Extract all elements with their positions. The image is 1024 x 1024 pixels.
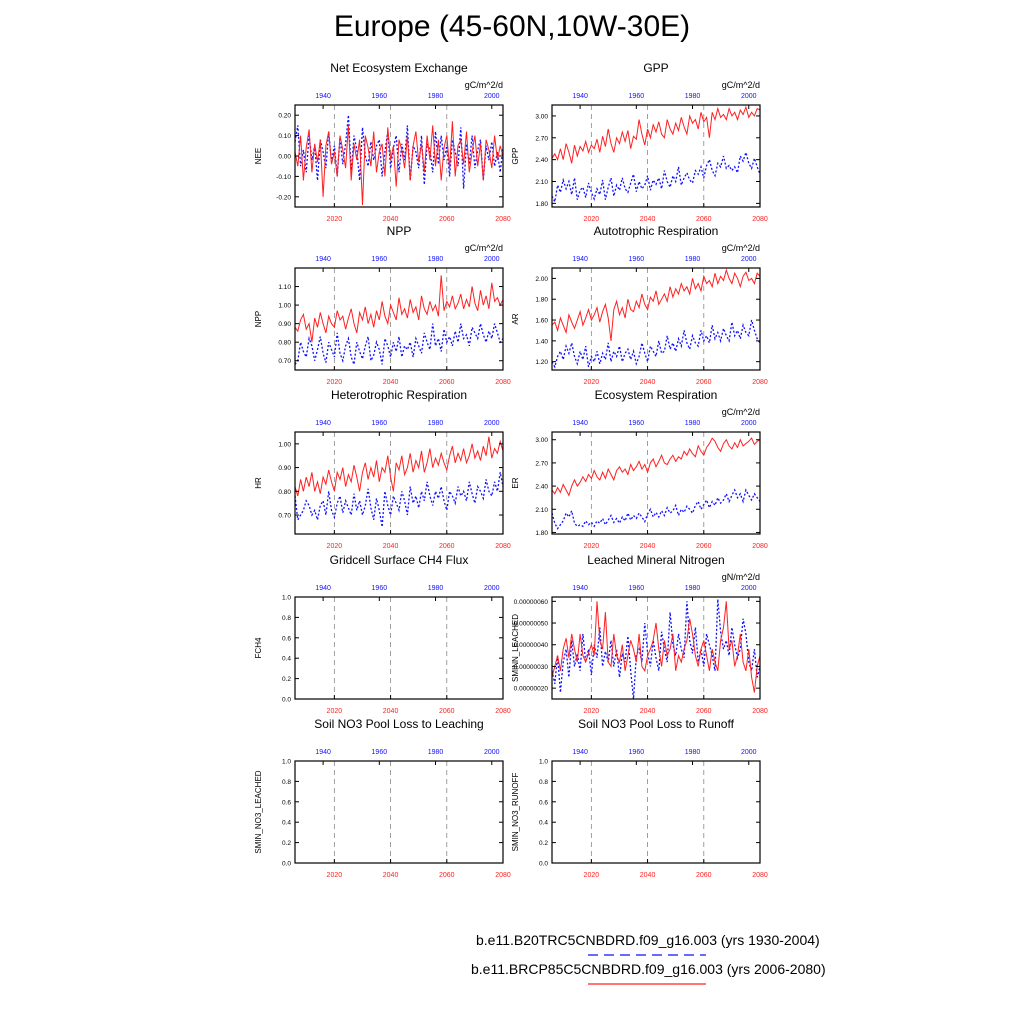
panel-2 bbox=[511, 61, 768, 223]
y-tick-label: 0.80 bbox=[278, 339, 291, 347]
x-tick-label-bottom: 2060 bbox=[695, 543, 712, 550]
y-axis-label: NEE bbox=[254, 147, 263, 165]
y-tick-label: 2.10 bbox=[535, 179, 548, 186]
x-tick-label-top: 2000 bbox=[483, 749, 500, 756]
x-tick-label-bottom: 2060 bbox=[695, 708, 712, 715]
panel-10 bbox=[511, 717, 768, 879]
y-tick-label: 1.80 bbox=[535, 200, 548, 208]
units-label: gC/m^2/d bbox=[464, 80, 503, 90]
y-tick-label: 0.8 bbox=[281, 778, 291, 786]
x-tick-label-top: 1960 bbox=[371, 93, 388, 100]
legend-label-historical: b.e11.B20TRC5CNBDRD.f09_g16.003 (yrs 1930-2004) bbox=[476, 932, 820, 948]
x-tick-label-top: 1960 bbox=[628, 420, 645, 427]
x-tick-label-top: 1940 bbox=[572, 256, 588, 263]
x-tick-label-top: 2000 bbox=[483, 256, 500, 263]
panel-9 bbox=[254, 717, 511, 879]
x-tick-label-bottom: 2060 bbox=[438, 708, 455, 715]
y-axis-label: GPP bbox=[511, 147, 520, 165]
panel-title: NPP bbox=[386, 224, 412, 238]
x-tick-label-bottom: 2040 bbox=[382, 216, 399, 223]
plot-frame bbox=[552, 432, 760, 534]
y-tick-label: 0.2 bbox=[281, 676, 291, 684]
x-tick-label-bottom: 2080 bbox=[752, 379, 768, 386]
figure-title: Europe (45-60N,10W-30E) bbox=[333, 10, 691, 43]
units-label: gC/m^2/d bbox=[721, 407, 760, 417]
x-tick-label-bottom: 2080 bbox=[495, 379, 511, 386]
y-tick-label: 1.20 bbox=[535, 359, 548, 367]
y-tick-label: 1.0 bbox=[281, 758, 291, 766]
x-tick-label-top: 1960 bbox=[371, 256, 388, 263]
panel-1 bbox=[254, 61, 511, 223]
plot-frame bbox=[295, 761, 503, 863]
x-tick-label-bottom: 2060 bbox=[695, 216, 712, 223]
units-label: gC/m^2/d bbox=[721, 80, 760, 90]
y-tick-label: 1.80 bbox=[535, 296, 548, 304]
x-tick-label-bottom: 2060 bbox=[438, 543, 455, 550]
future-series-line bbox=[295, 121, 503, 205]
panel-title: Leached Mineral Nitrogen bbox=[587, 553, 725, 567]
x-tick-label-bottom: 2080 bbox=[495, 872, 511, 879]
x-tick-label-top: 1980 bbox=[427, 585, 444, 592]
x-tick-label-bottom: 2020 bbox=[326, 379, 343, 386]
y-tick-label: 2.00 bbox=[535, 275, 548, 283]
x-tick-label-bottom: 2020 bbox=[583, 543, 600, 550]
y-tick-label: -0.20 bbox=[276, 194, 291, 202]
x-tick-label-top: 1960 bbox=[628, 749, 645, 756]
y-tick-label: 1.80 bbox=[535, 529, 548, 537]
x-tick-label-top: 1960 bbox=[628, 585, 645, 592]
x-tick-label-top: 1940 bbox=[572, 749, 588, 756]
y-axis-label: SMIN_NO3_LEACHED bbox=[254, 770, 263, 854]
x-tick-label-bottom: 2080 bbox=[752, 543, 768, 550]
y-tick-label: 0.6 bbox=[538, 799, 548, 807]
panel-title: Soil NO3 Pool Loss to Leaching bbox=[314, 717, 484, 731]
x-tick-label-bottom: 2020 bbox=[326, 708, 343, 715]
y-tick-label: 0.4 bbox=[538, 819, 548, 827]
y-tick-label: 0.6 bbox=[281, 799, 291, 807]
x-tick-label-top: 2000 bbox=[483, 585, 500, 592]
panel-5 bbox=[254, 388, 511, 550]
panel-3 bbox=[254, 224, 511, 386]
y-tick-label: 0.6 bbox=[281, 635, 291, 643]
y-tick-label: 1.00 bbox=[278, 441, 291, 449]
panel-7 bbox=[254, 553, 511, 715]
x-tick-label-top: 1940 bbox=[315, 256, 331, 263]
y-tick-label: 0.00 bbox=[278, 153, 291, 161]
y-tick-label: 0.00000040 bbox=[513, 642, 548, 650]
x-tick-label-top: 1940 bbox=[315, 420, 331, 427]
x-tick-label-top: 1940 bbox=[315, 585, 331, 592]
x-tick-label-top: 1940 bbox=[572, 93, 588, 100]
plot-frame bbox=[295, 597, 503, 699]
y-tick-label: 0.80 bbox=[278, 488, 291, 496]
panel-title: Soil NO3 Pool Loss to Runoff bbox=[578, 717, 734, 731]
y-tick-label: 2.40 bbox=[535, 157, 548, 165]
y-tick-label: 0.8 bbox=[538, 778, 548, 786]
y-axis-label: NPP bbox=[254, 310, 263, 328]
y-tick-label: 0.70 bbox=[278, 358, 291, 366]
y-tick-label: 0.00000020 bbox=[513, 685, 548, 693]
x-tick-label-top: 1980 bbox=[684, 420, 701, 427]
y-tick-label: 2.40 bbox=[535, 483, 548, 491]
y-tick-label: 0.10 bbox=[278, 133, 291, 141]
x-tick-label-bottom: 2080 bbox=[495, 543, 511, 550]
x-tick-label-bottom: 2040 bbox=[639, 708, 656, 715]
y-tick-label: 1.00 bbox=[278, 302, 291, 310]
plot-frame bbox=[552, 105, 760, 207]
y-tick-label: 2.70 bbox=[535, 135, 548, 143]
x-tick-label-bottom: 2060 bbox=[438, 379, 455, 386]
y-tick-label: 1.0 bbox=[281, 594, 291, 602]
x-tick-label-bottom: 2060 bbox=[695, 872, 712, 879]
x-tick-label-bottom: 2040 bbox=[639, 543, 656, 550]
x-tick-label-top: 1960 bbox=[628, 256, 645, 263]
units-label: gC/m^2/d bbox=[721, 243, 760, 253]
x-tick-label-top: 1980 bbox=[427, 256, 444, 263]
y-tick-label: 0.0 bbox=[281, 696, 291, 704]
x-tick-label-bottom: 2020 bbox=[326, 872, 343, 879]
y-axis-label: AR bbox=[511, 313, 520, 325]
x-tick-label-top: 1980 bbox=[684, 256, 701, 263]
y-tick-label: 1.60 bbox=[535, 317, 548, 325]
x-tick-label-bottom: 2040 bbox=[382, 543, 399, 550]
y-tick-label: 0.70 bbox=[278, 512, 291, 520]
x-tick-label-top: 1980 bbox=[684, 585, 701, 592]
y-tick-label: 0.00000050 bbox=[513, 620, 548, 628]
y-tick-label: 0.2 bbox=[538, 840, 548, 848]
panel-title: Net Ecosystem Exchange bbox=[330, 61, 468, 75]
panel-4 bbox=[511, 224, 768, 386]
x-tick-label-bottom: 2040 bbox=[639, 216, 656, 223]
x-tick-label-top: 1980 bbox=[427, 420, 444, 427]
x-tick-label-bottom: 2020 bbox=[326, 216, 343, 223]
y-tick-label: 0.0 bbox=[538, 860, 548, 868]
y-tick-label: 0.0 bbox=[281, 860, 291, 868]
x-tick-label-top: 2000 bbox=[740, 256, 757, 263]
x-tick-label-bottom: 2020 bbox=[583, 379, 600, 386]
future-series-line bbox=[552, 270, 760, 341]
x-tick-label-bottom: 2040 bbox=[639, 872, 656, 879]
x-tick-label-top: 1960 bbox=[628, 93, 645, 100]
x-tick-label-top: 1960 bbox=[371, 749, 388, 756]
x-tick-label-top: 1960 bbox=[371, 585, 388, 592]
x-tick-label-top: 2000 bbox=[740, 420, 757, 427]
x-tick-label-bottom: 2080 bbox=[752, 216, 768, 223]
units-label: gN/m^2/d bbox=[721, 572, 760, 582]
y-tick-label: 0.8 bbox=[281, 614, 291, 622]
x-tick-label-top: 2000 bbox=[740, 585, 757, 592]
x-tick-label-bottom: 2080 bbox=[495, 216, 511, 223]
y-tick-label: 3.00 bbox=[535, 437, 548, 445]
x-tick-label-top: 1960 bbox=[371, 420, 388, 427]
y-axis-label: SMIN_NO3_RUNOFF bbox=[511, 772, 520, 852]
y-tick-label: -0.10 bbox=[276, 173, 291, 181]
y-axis-label: FCH4 bbox=[254, 637, 263, 659]
x-tick-label-bottom: 2080 bbox=[752, 872, 768, 879]
y-tick-label: 3.00 bbox=[535, 113, 548, 121]
units-label: gC/m^2/d bbox=[464, 243, 503, 253]
x-tick-label-top: 1980 bbox=[427, 749, 444, 756]
future-series-line bbox=[552, 601, 760, 692]
y-tick-label: 0.90 bbox=[278, 465, 291, 473]
panel-title: Autotrophic Respiration bbox=[593, 224, 719, 238]
y-tick-label: 0.4 bbox=[281, 655, 291, 663]
x-tick-label-top: 2000 bbox=[483, 420, 500, 427]
x-tick-label-bottom: 2020 bbox=[583, 708, 600, 715]
panel-title: Heterotrophic Respiration bbox=[330, 388, 468, 402]
legend-label-future: b.e11.BRCP85C5CNBDRD.f09_g16.003 (yrs 2006-2080) bbox=[471, 961, 826, 977]
x-tick-label-top: 1940 bbox=[315, 749, 331, 756]
future-series-line bbox=[295, 437, 503, 496]
panel-title: Ecosystem Respiration bbox=[594, 388, 718, 402]
x-tick-label-bottom: 2080 bbox=[752, 708, 768, 715]
x-tick-label-top: 2000 bbox=[740, 749, 757, 756]
x-tick-label-bottom: 2040 bbox=[382, 708, 399, 715]
y-tick-label: 0.20 bbox=[278, 112, 291, 120]
historical-series-line bbox=[552, 152, 760, 202]
panel-8 bbox=[511, 553, 768, 715]
future-series-line bbox=[552, 107, 760, 163]
y-tick-label: 0.00000030 bbox=[513, 663, 548, 671]
y-axis-label: SMINN_LEACHED bbox=[511, 613, 520, 683]
x-tick-label-bottom: 2020 bbox=[326, 543, 343, 550]
y-axis-label: HR bbox=[254, 477, 263, 489]
x-tick-label-top: 2000 bbox=[740, 93, 757, 100]
x-tick-label-bottom: 2060 bbox=[438, 872, 455, 879]
y-tick-label: 1.10 bbox=[278, 284, 291, 292]
x-tick-label-bottom: 2080 bbox=[495, 708, 511, 715]
panel-title: Gridcell Surface CH4 Flux bbox=[329, 553, 469, 567]
x-tick-label-bottom: 2020 bbox=[583, 216, 600, 223]
x-tick-label-top: 1940 bbox=[572, 420, 588, 427]
y-tick-label: 2.70 bbox=[535, 460, 548, 468]
historical-series-line bbox=[552, 320, 760, 367]
y-tick-label: 0.90 bbox=[278, 321, 291, 329]
y-tick-label: 0.2 bbox=[281, 840, 291, 848]
plot-frame bbox=[552, 761, 760, 863]
historical-series-line bbox=[552, 490, 760, 529]
x-tick-label-bottom: 2040 bbox=[382, 872, 399, 879]
future-series-line bbox=[552, 438, 760, 495]
panel-6 bbox=[511, 388, 768, 550]
x-tick-label-bottom: 2060 bbox=[438, 216, 455, 223]
y-tick-label: 2.10 bbox=[535, 506, 548, 514]
x-tick-label-top: 1980 bbox=[427, 93, 444, 100]
x-tick-label-top: 1980 bbox=[684, 749, 701, 756]
x-tick-label-top: 1940 bbox=[315, 93, 331, 100]
plot-frame bbox=[295, 268, 503, 370]
x-tick-label-bottom: 2020 bbox=[583, 872, 600, 879]
y-tick-label: 1.40 bbox=[535, 338, 548, 346]
x-tick-label-top: 1980 bbox=[684, 93, 701, 100]
x-tick-label-top: 2000 bbox=[483, 93, 500, 100]
y-tick-label: 1.0 bbox=[538, 758, 548, 766]
y-tick-label: 0.4 bbox=[281, 819, 291, 827]
x-tick-label-top: 1940 bbox=[572, 585, 588, 592]
x-tick-label-bottom: 2040 bbox=[382, 379, 399, 386]
x-tick-label-bottom: 2040 bbox=[639, 379, 656, 386]
y-tick-label: 0.00000060 bbox=[513, 598, 548, 606]
x-tick-label-bottom: 2060 bbox=[695, 379, 712, 386]
plot-frame bbox=[552, 268, 760, 370]
future-series-line bbox=[295, 275, 503, 342]
y-axis-label: ER bbox=[511, 477, 520, 489]
panel-title: GPP bbox=[643, 61, 669, 75]
